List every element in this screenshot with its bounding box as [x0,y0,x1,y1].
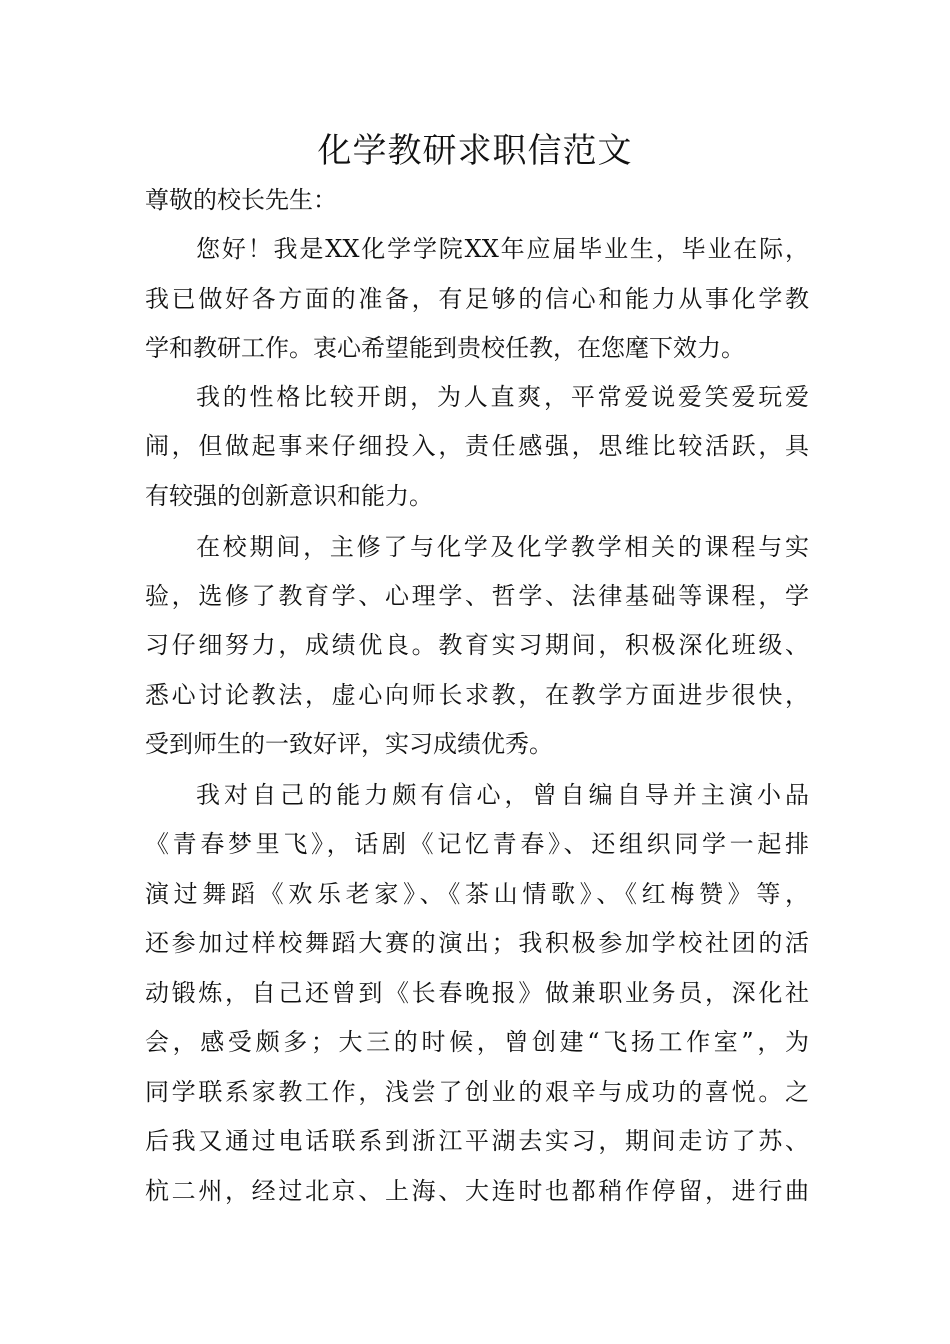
paragraph-line: 习仔细努力，成绩优良。教育实习期间，积极深化班级、 [145,631,809,659]
paragraph-line: 会，感受颇多；大三的时候，曾创建“飞扬工作室”，为 [145,1028,809,1056]
paragraph-line: 我已做好各方面的准备，有足够的信心和能力从事化学教 [145,285,809,313]
paragraph-line: 受到师生的一致好评，实习成绩优秀。 [145,730,553,758]
paragraph-line: 演过舞蹈《欢乐老家》、《茶山情歌》、《红梅赞》等， [145,880,809,908]
paragraph-line: 动锻炼，自己还曾到《长春晚报》做兼职业务员，深化社 [145,979,809,1007]
paragraph-line: 后我又通过电话联系到浙江平湖去实习，期间走访了苏、 [145,1127,809,1155]
paragraph-line: 悉心讨论教法，虚心向师长求教，在教学方面进步很快， [145,681,809,709]
paragraph-line: 杭二州，经过北京、上海、大连时也都稍作停留，进行曲 [145,1177,809,1205]
paragraph-line: 《青春梦里飞》，话剧《记忆青春》、还组织同学一起排 [145,830,809,858]
paragraph-line: 有较强的创新意识和能力。 [145,482,433,510]
paragraph-line: 同学联系家教工作，浅尝了创业的艰辛与成功的喜悦。之 [145,1078,809,1106]
paragraph-line: 学和教研工作。衷心希望能到贵校任教，在您麾下效力。 [145,334,745,362]
paragraph-line: 我对自己的能力颇有信心，曾自编自导并主演小品 [196,781,809,809]
paragraph-line: 在校期间，主修了与化学及化学教学相关的课程与实 [196,533,809,561]
document-title: 化学教研求职信范文 [317,131,633,171]
paragraph-line: 闹，但做起事来仔细投入，责任感强，思维比较活跃，具 [145,432,809,460]
paragraph-line: 还参加过样校舞蹈大赛的演出；我积极参加学校社团的活 [145,929,809,957]
paragraph-line: 我的性格比较开朗，为人直爽，平常爱说爱笑爱玩爱 [196,383,809,411]
paragraph-line: 您好！我是XX化学学院XX年应届毕业生，毕业在际， [196,235,809,263]
paragraph-line: 验，选修了教育学、心理学、哲学、法律基础等课程，学 [145,582,809,610]
salutation: 尊敬的校长先生： [145,186,337,214]
